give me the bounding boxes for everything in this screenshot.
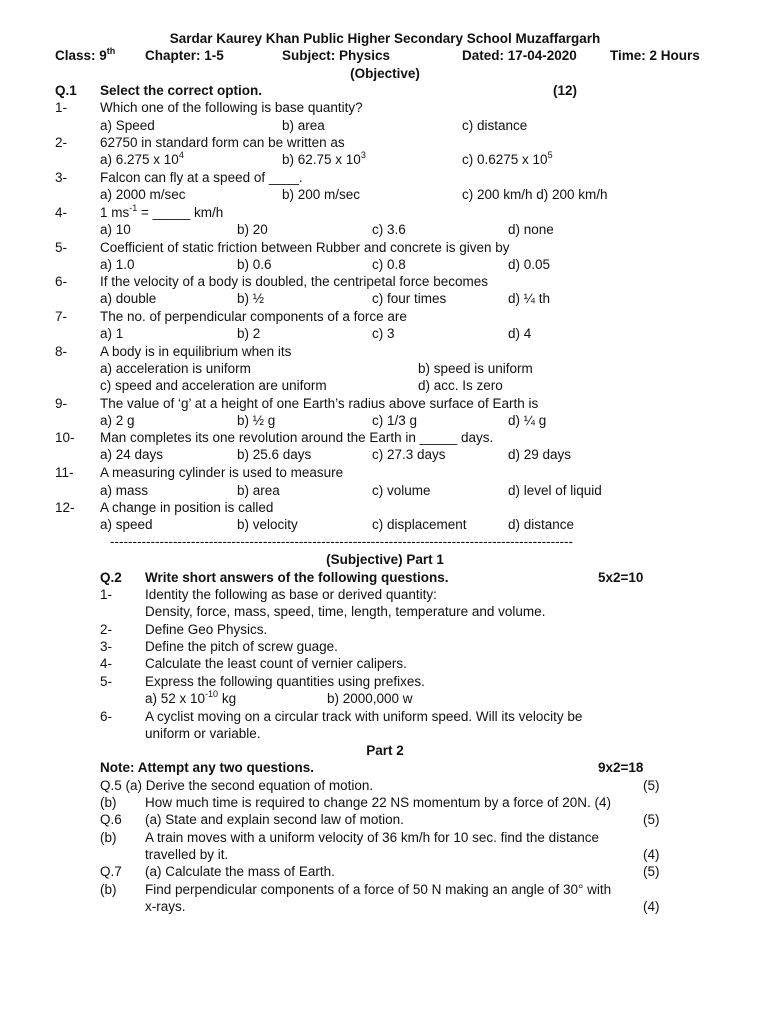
short-question-number: 6- (100, 709, 113, 724)
section-divider: ------------------------------------------------------------------------------------------------------- (110, 534, 574, 549)
long-question-label: Q.5 (a) Derive the second equation of motion. (100, 778, 374, 793)
mcq-option: c) 0.6275 x $10^5$ (462, 150, 553, 167)
long-question-marks: (5) (643, 864, 660, 879)
short-question-number: 2- (100, 622, 113, 637)
mcq-question: Coefficient of static friction between Rubber and concrete is given by (100, 240, 510, 255)
mcq-option: b) 200 m/sec (282, 187, 361, 202)
mcq-option: d) ¼ th (508, 291, 551, 306)
mcq-option: d) distance (508, 517, 575, 532)
mcq-option: a) 1.0 (100, 257, 135, 272)
mcq-number: 2- (55, 135, 68, 150)
mcq-option: b) 2 (237, 326, 261, 341)
mcq-option: b) 25.6 days (237, 447, 312, 462)
q1-number: Q.1 (55, 83, 77, 98)
mcq-option: b) velocity (237, 517, 298, 532)
long-question-text: (a) State and explain second law of motion. (145, 812, 404, 827)
mcq-number: 9- (55, 396, 68, 411)
mcq-option: b) ½ g (237, 413, 276, 428)
q2-instruction: Write short answers of the following questions. (145, 570, 449, 585)
mcq-option: a) Speed (100, 118, 155, 133)
mcq-question: 1 $ms^{-1}$ = _____ km/h (100, 203, 224, 220)
mcq-option: d) acc. Is zero (418, 378, 503, 393)
mcq-question: Man completes its one revolution around the Earth in _____ days. (100, 430, 494, 445)
q2-number: Q.2 (100, 570, 122, 585)
mcq-option: a) 24 days (100, 447, 164, 462)
mcq-option: c) volume (372, 483, 431, 498)
mcq-option: c) four times (372, 291, 447, 306)
mcq-question: A change in position is called (100, 500, 274, 515)
mcq-option: b) area (237, 483, 280, 498)
mcq-option: a) 6.275 x $10^4$ (100, 150, 184, 167)
short-question: Identity the following as base or derived quantity: (145, 587, 437, 602)
short-question: uniform or variable. (145, 726, 261, 741)
objective-heading: (Objective) (350, 66, 420, 81)
mcq-number: 8- (55, 344, 68, 359)
mcq-question: A measuring cylinder is used to measure (100, 465, 344, 480)
mcq-option: a) 10 (100, 222, 131, 237)
short-question: Calculate the least count of vernier calipers. (145, 656, 407, 671)
mcq-option: a) mass (100, 483, 149, 498)
mcq-option: c) displacement (372, 517, 467, 532)
mcq-option: d) 4 (508, 326, 532, 341)
long-question-label: Q.7 (100, 864, 122, 879)
mcq-option: d) ¼ g (508, 413, 547, 428)
mcq-question: A body is in equilibrium when its (100, 344, 292, 359)
prefix-option: b) 2000,000 w (327, 691, 413, 706)
mcq-option: b) 0.6 (237, 257, 272, 272)
mcq-option: c) speed and acceleration are uniform (100, 378, 327, 393)
short-question: Density, force, mass, speed, time, length, temperature and volume. (145, 604, 546, 619)
mcq-option: a) acceleration is uniform (100, 361, 251, 376)
long-question-marks: (4) (643, 899, 660, 914)
long-question-marks: (5) (643, 778, 660, 793)
school-title: Sardar Kaurey Khan Public Higher Secondary School Muzaffargarh (169, 31, 601, 46)
mcq-question: The value of ‘g’ at a height of one Earth’s radius above surface of Earth is (100, 396, 539, 411)
long-question-label: Q.6 (100, 812, 122, 827)
mcq-option: b) area (282, 118, 325, 133)
mcq-question: If the velocity of a body is doubled, the centripetal force becomes (100, 274, 488, 289)
mcq-option: c) 1/3 g (372, 413, 418, 428)
long-question-text: x-rays. (145, 899, 186, 914)
short-question-number: 4- (100, 656, 113, 671)
short-question: Define the pitch of screw guage. (145, 639, 338, 654)
short-question: Define Geo Physics. (145, 622, 268, 637)
mcq-question: The no. of perpendicular components of a force are (100, 309, 407, 324)
long-question-text: A train moves with a uniform velocity of 36 km/h for 10 sec. find the distance (145, 830, 599, 845)
mcq-number: 11- (55, 465, 74, 480)
subjective-heading: (Subjective) Part 1 (326, 552, 444, 567)
long-question-text: (a) Calculate the mass of Earth. (145, 864, 335, 879)
mcq-option: d) none (508, 222, 554, 237)
mcq-option: a) 1 (100, 326, 124, 341)
mcq-number: 5- (55, 240, 68, 255)
short-question-number: 3- (100, 639, 113, 654)
date-label: Dated: 17-04-2020 (462, 48, 577, 63)
short-question: A cyclist moving on a circular track with uniform speed. Will its velocity be (145, 709, 583, 724)
mcq-option: b) 62.75 x $10^3$ (282, 150, 366, 167)
mcq-option: c) 3 (372, 326, 395, 341)
mcq-number: 1- (55, 100, 68, 115)
short-question: Express the following quantities using prefixes. (145, 674, 425, 689)
mcq-number: 7- (55, 309, 68, 324)
long-question-text: How much time is required to change 22 NS momentum by a force of 20N. (4) (145, 795, 611, 810)
chapter-label: Chapter: 1-5 (145, 48, 224, 63)
mcq-option: c) 27.3 days (372, 447, 446, 462)
long-question-label: (b) (100, 795, 117, 810)
mcq-number: 4- (55, 205, 68, 220)
mcq-question: Which one of the following is base quantity? (100, 100, 363, 115)
mcq-option: c) distance (462, 118, 528, 133)
long-question-text: Find perpendicular components of a force of 50 N making an angle of 30° with (145, 882, 612, 897)
class-label: Class: 9th (55, 46, 116, 63)
mcq-number: 6- (55, 274, 68, 289)
mcq-option: c) 200 km/h d) 200 km/h (462, 187, 608, 202)
mcq-question: Falcon can fly at a speed of ____. (100, 170, 303, 185)
mcq-number: 12- (55, 500, 75, 515)
mcq-option: b) speed is uniform (418, 361, 533, 376)
part2-note: Note: Attempt any two questions. (100, 760, 315, 775)
mcq-question: 62750 in standard form can be written as (100, 135, 345, 150)
long-question-text: travelled by it. (145, 847, 229, 862)
part2-marks: 9x2=18 (598, 760, 644, 775)
long-question-label: (b) (100, 882, 117, 897)
mcq-option: d) level of liquid (508, 483, 602, 498)
mcq-option: a) 2000 m/sec (100, 187, 186, 202)
mcq-number: 10- (55, 430, 75, 445)
mcq-option: a) speed (100, 517, 153, 532)
long-question-label: (b) (100, 830, 117, 845)
prefix-option: a) 52 x $10^{-10}$ kg (145, 689, 237, 706)
mcq-option: c) 3.6 (372, 222, 406, 237)
mcq-option: d) 0.05 (508, 257, 551, 272)
part2-heading: Part 2 (366, 743, 404, 758)
mcq-option: d) 29 days (508, 447, 572, 462)
mcq-option: b) 20 (237, 222, 268, 237)
short-question-number: 1- (100, 587, 113, 602)
mcq-option: a) double (100, 291, 157, 306)
short-question-number: 5- (100, 674, 113, 689)
time-label: Time: 2 Hours (610, 48, 700, 63)
mcq-number: 3- (55, 170, 68, 185)
mcq-option: b) ½ (237, 291, 265, 306)
long-question-marks: (4) (643, 847, 660, 862)
mcq-option: c) 0.8 (372, 257, 406, 272)
mcq-option: a) 2 g (100, 413, 135, 428)
q1-marks: (12) (553, 83, 578, 98)
subject-label: Subject: Physics (282, 48, 391, 63)
long-question-marks: (5) (643, 812, 660, 827)
q1-instruction: Select the correct option. (100, 83, 263, 98)
q2-marks: 5x2=10 (598, 570, 644, 585)
